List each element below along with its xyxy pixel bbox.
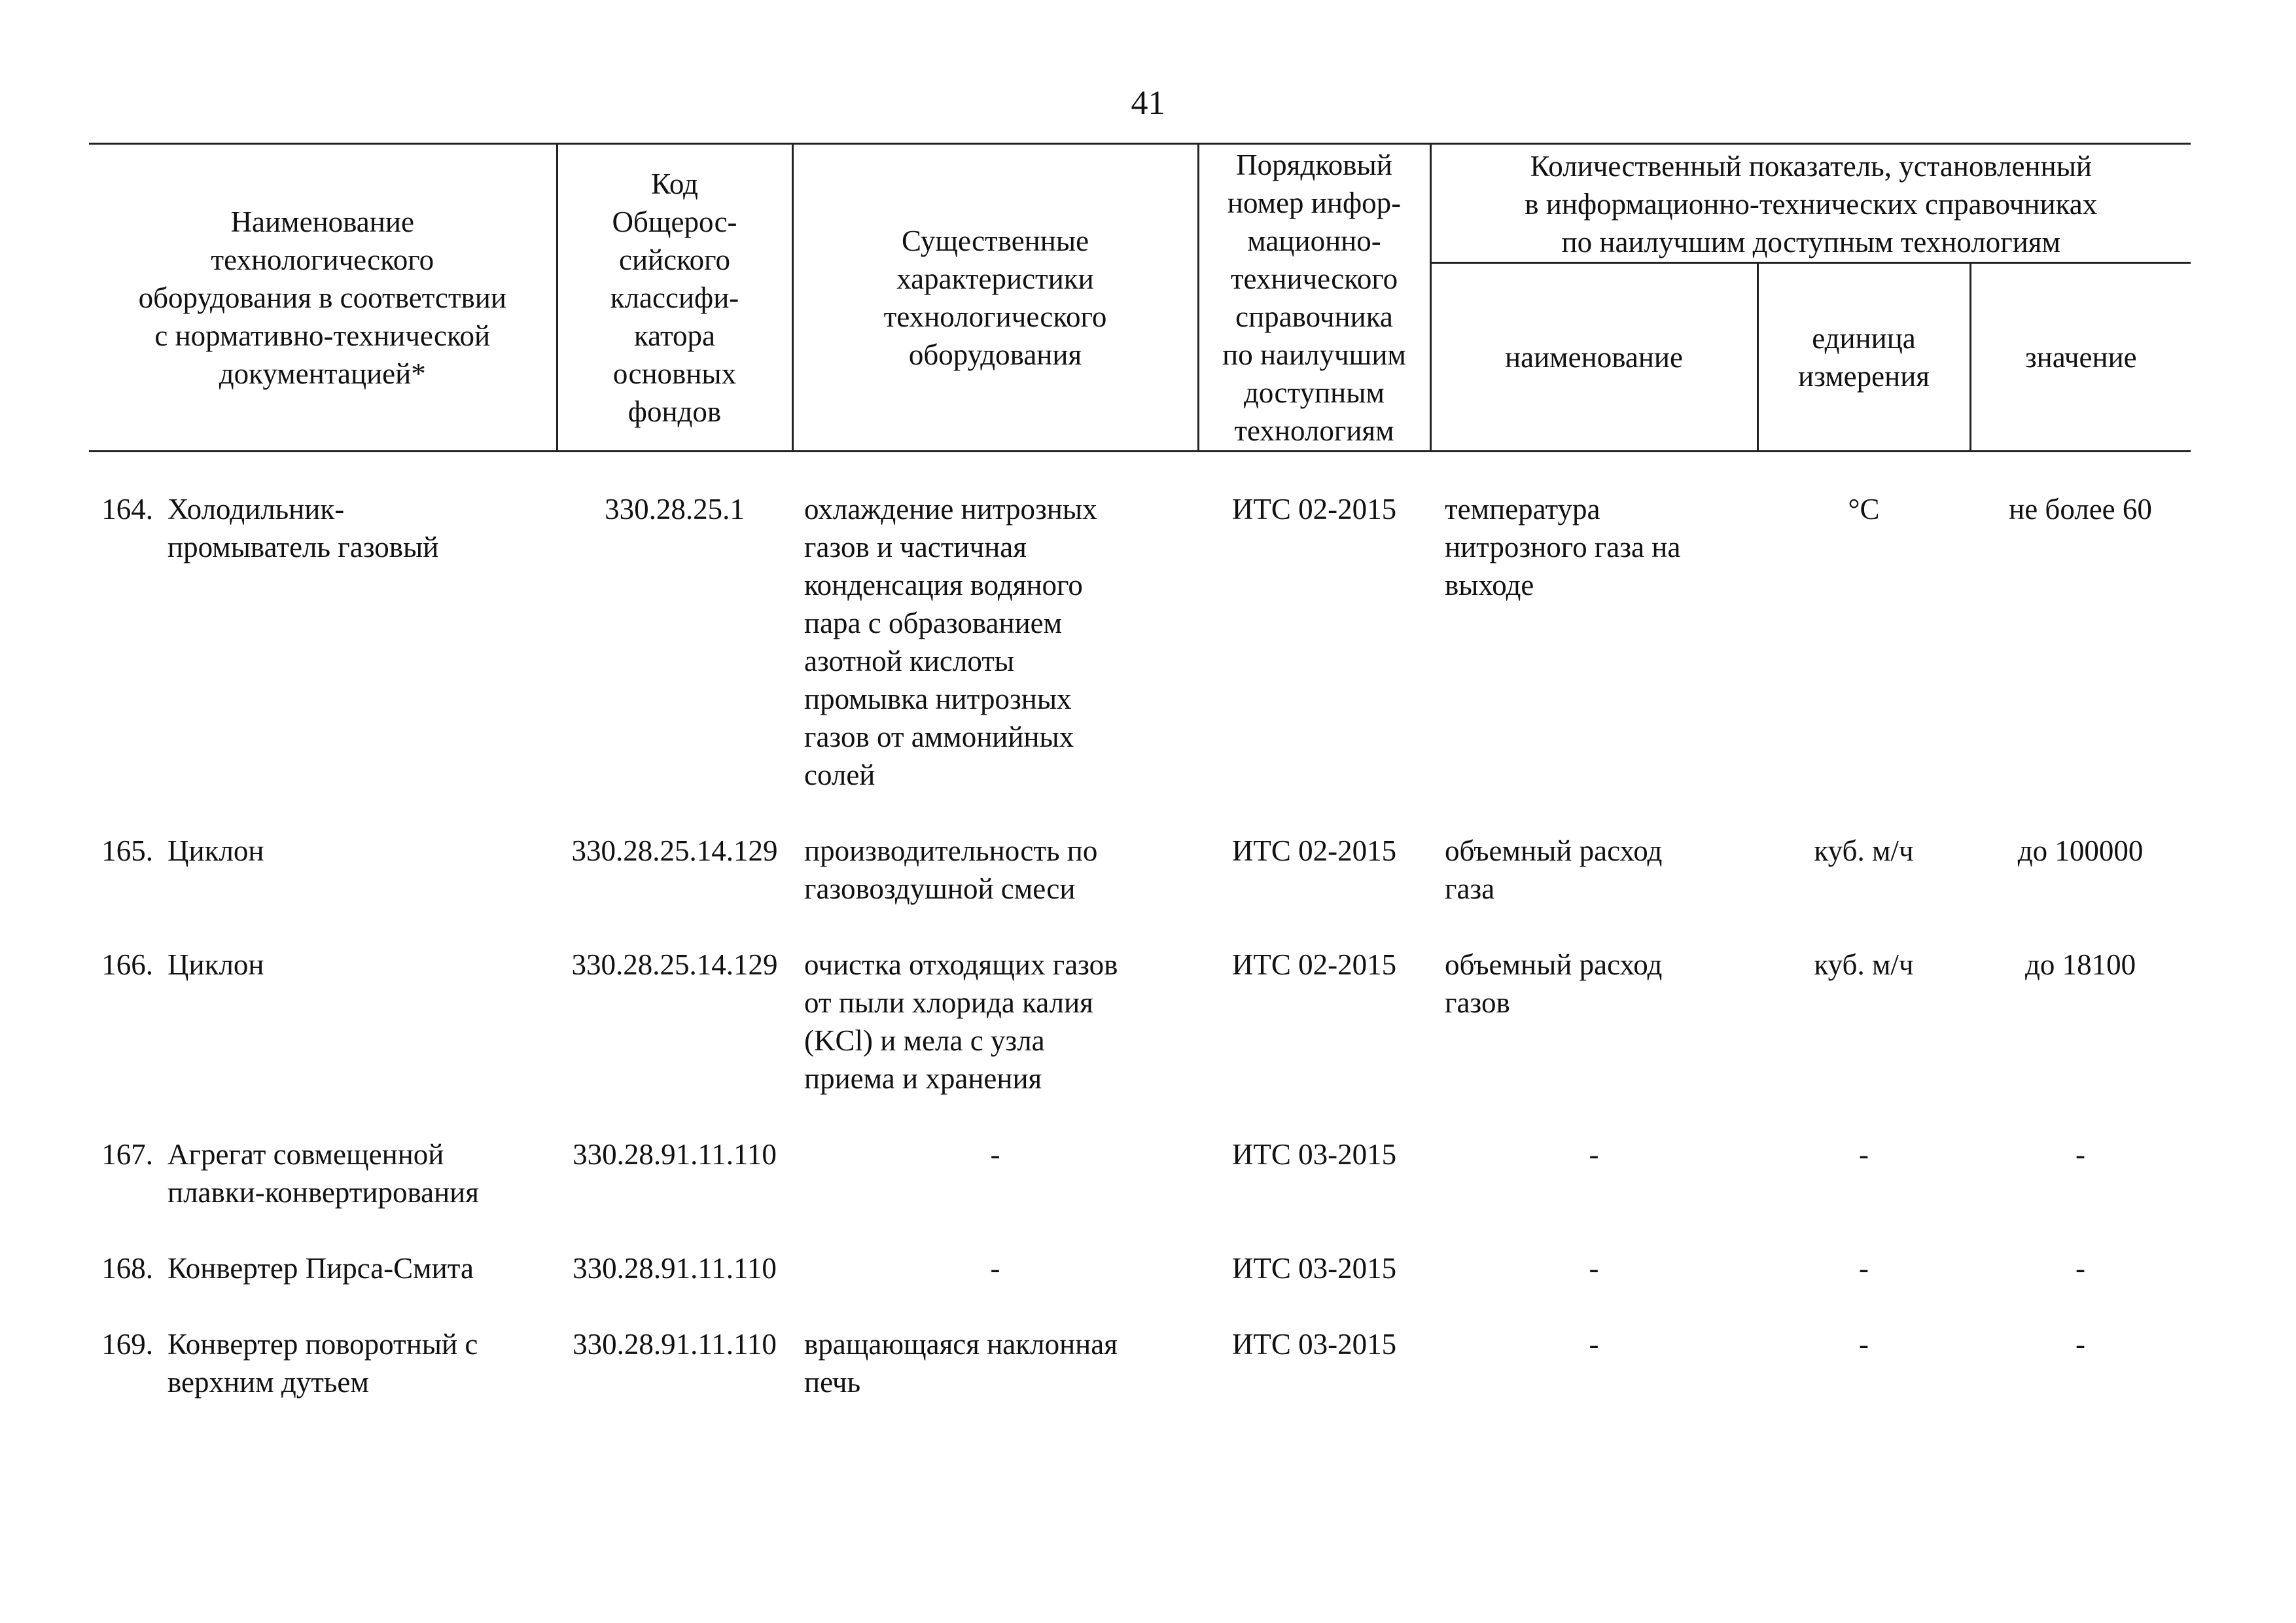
param-value: до 100000 — [2017, 834, 2144, 867]
header-characteristics: Существенные характеристики технологического оборудования — [792, 144, 1198, 452]
characteristics: - — [990, 1252, 1000, 1285]
param-name: объемный расход газов — [1445, 948, 1663, 1019]
equipment-name: Конвертер поворотный с верхним дутьем — [168, 1328, 478, 1399]
table-row — [89, 1135, 2191, 1249]
its-number: ИТС 02-2015 — [1231, 834, 1397, 867]
characteristics: производительность по газовоздушной смеси — [804, 834, 1098, 905]
equipment-name: Циклон — [168, 948, 264, 981]
its-number: ИТС 03-2015 — [1231, 1252, 1397, 1285]
table-header — [89, 144, 2191, 452]
table-row — [89, 490, 2191, 832]
characteristics: очистка отходящих газов от пыли хлорида калия (KCl) и мела с узла приема и хранения — [804, 948, 1118, 1095]
equipment-name: Циклон — [168, 834, 264, 867]
okof-code: 330.28.91.11.110 — [573, 1138, 777, 1171]
its-number: ИТС 02-2015 — [1231, 493, 1397, 526]
table-body — [89, 452, 2191, 1440]
equipment-table — [89, 143, 2191, 1439]
characteristics: вращающаяся наклонная печь — [804, 1328, 1118, 1399]
okof-code: 330.28.25.1 — [605, 493, 745, 526]
header-okof-code: Код Общерос- сийского классифи- катора основных фондов — [557, 144, 792, 452]
table-row — [89, 1325, 2191, 1439]
param-unit: - — [1859, 1252, 1869, 1285]
header-value: значение — [1970, 263, 2191, 452]
table-row — [89, 946, 2191, 1135]
its-number: ИТС 03-2015 — [1231, 1138, 1397, 1171]
characteristics: охлаждение нитрозных газов и частичная конденсация водяного пара с образованием азотной кислоты промывка нитрозных газов от аммонийных солей — [804, 493, 1097, 791]
its-number: ИТС 02-2015 — [1231, 948, 1397, 981]
param-value: - — [2075, 1328, 2086, 1361]
characteristics: - — [990, 1138, 1000, 1171]
row-number: 166. — [101, 948, 153, 981]
row-number: 167. — [101, 1138, 153, 1171]
param-unit: куб. м/ч — [1814, 834, 1914, 867]
row-number: 164. — [101, 493, 153, 526]
param-unit: куб. м/ч — [1814, 948, 1914, 981]
page-number: 41 — [1131, 84, 1165, 122]
row-number: 168. — [101, 1252, 153, 1285]
param-value: - — [2075, 1252, 2086, 1285]
equipment-name: Агрегат совмещенной плавки-конвертирования — [168, 1138, 479, 1209]
okof-code: 330.28.91.11.110 — [573, 1252, 777, 1285]
header-quantitative-group: Количественный показатель, установленный в информационно-технических справочниках по наилучшим доступным технологиям — [1430, 144, 2191, 263]
row-number: 169. — [101, 1328, 153, 1361]
param-unit: - — [1859, 1138, 1869, 1171]
param-value: - — [2075, 1138, 2086, 1171]
table-row — [89, 1249, 2191, 1325]
its-number: ИТС 03-2015 — [1231, 1328, 1397, 1361]
header-its-number: Порядковый номер инфор- мационно- технического справочника по наилучшим доступным технологиям — [1198, 144, 1430, 452]
header-unit: единица измерения — [1757, 263, 1970, 452]
param-unit: - — [1859, 1328, 1869, 1361]
param-name: - — [1589, 1252, 1599, 1285]
okof-code: 330.28.25.14.129 — [571, 948, 778, 981]
okof-code: 330.28.91.11.110 — [573, 1328, 777, 1361]
okof-code: 330.28.25.14.129 — [571, 834, 778, 867]
param-name: температура нитрозного газа на выходе — [1445, 493, 1681, 601]
header-equipment-name: Наименование технологического оборудования в соответствии с нормативно-технической документацией* — [89, 144, 557, 452]
equipment-name: Холодильник- промыватель газовый — [168, 493, 439, 563]
param-value: до 18100 — [2024, 948, 2136, 981]
table-row — [89, 832, 2191, 946]
header-param-name: наименование — [1430, 263, 1757, 452]
row-number: 165. — [101, 834, 153, 867]
param-value: не более 60 — [2009, 493, 2152, 526]
param-name: объемный расход газа — [1445, 834, 1663, 905]
param-name: - — [1589, 1328, 1599, 1361]
param-name: - — [1589, 1138, 1599, 1171]
equipment-name: Конвертер Пирса-Смита — [168, 1252, 474, 1285]
param-unit: °C — [1848, 493, 1880, 526]
